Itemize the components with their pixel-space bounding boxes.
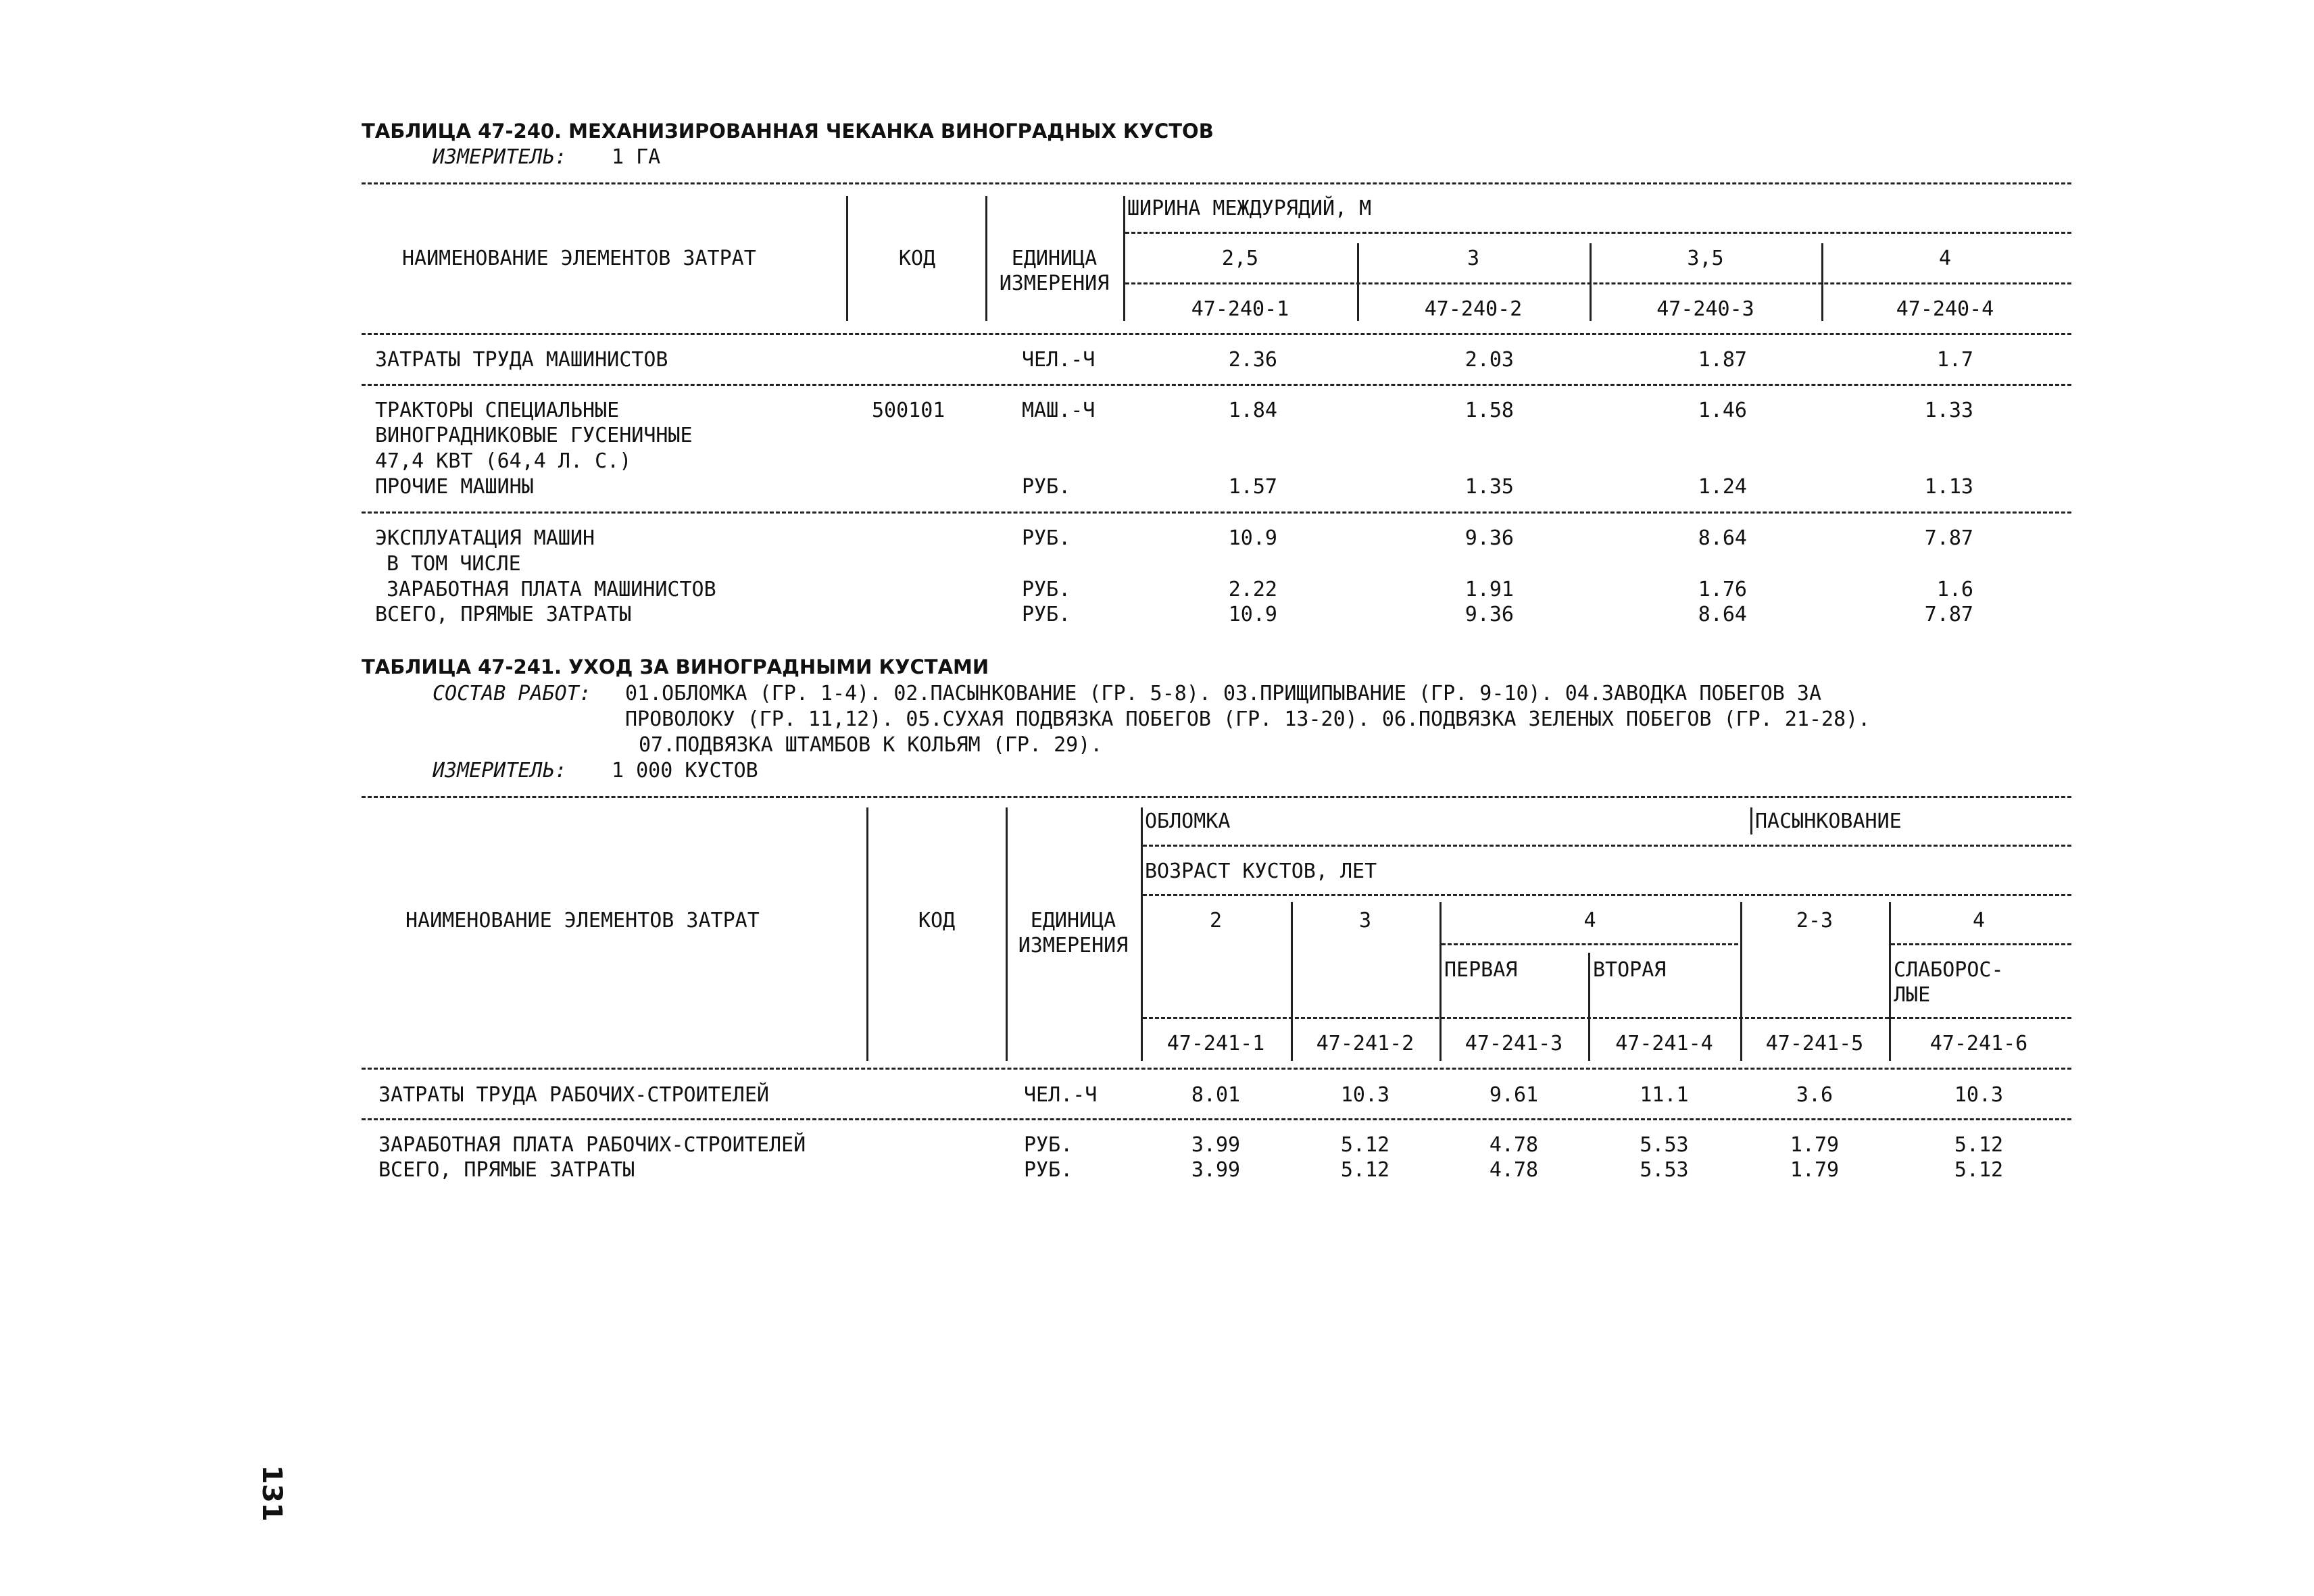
table-240-row-rule: [362, 384, 2071, 386]
table-240-unit-header: ИЗМЕРЕНИЯ: [999, 272, 1110, 295]
table-241-col-code: 47-241-6: [1929, 1032, 2028, 1055]
table-row-value: 1.79: [1790, 1158, 1840, 1182]
table-row-value: 10.9: [1228, 526, 1277, 550]
table-row-value: 1.46: [1698, 399, 1747, 422]
table-241-age-value: 2: [1209, 909, 1223, 932]
table-row-unit: РУБ.: [1022, 603, 1071, 626]
table-240-col-code: 47-240-1: [1191, 297, 1289, 321]
table-240-col-code: 47-240-2: [1424, 297, 1523, 321]
table-241-age-value: 4: [1972, 909, 1986, 932]
table-row-name: ЗАРАБОТНАЯ ПЛАТА МАШИНИСТОВ: [387, 578, 716, 601]
table-241-sub-header: СЛАБОРОС-: [1894, 958, 2004, 982]
table-240-row-rule: [362, 512, 2071, 514]
table-240-group-header: ШИРИНА МЕЖДУРЯДИЙ, М: [1127, 197, 1372, 220]
table-241-col-divider: [866, 807, 868, 1061]
table-241-code-header: КОД: [918, 909, 956, 932]
table-row-value: 5.12: [1340, 1133, 1390, 1157]
table-row-value: 7.87: [1924, 526, 1973, 550]
table-row-value: 8.64: [1698, 526, 1747, 550]
table-240-title: ТАБЛИЦА 47-240. МЕХАНИЗИРОВАННАЯ ЧЕКАНКА ВИНОГРАДНЫХ КУСТОВ: [362, 120, 1214, 143]
table-row-value: 1.7: [1936, 348, 1973, 372]
table-row-name: ЗАРАБОТНАЯ ПЛАТА РАБОЧИХ-СТРОИТЕЛЕЙ: [378, 1133, 806, 1157]
table-row-value: 10.9: [1228, 603, 1277, 626]
table-row-value: 5.12: [1954, 1133, 2004, 1157]
table-241-composition-line: 01.ОБЛОМКА (ГР. 1-4). 02.ПАСЫНКОВАНИЕ (ГР. 5-8). 03.ПРИЩИПЫВАНИЕ (ГР. 9-10). 04.ЗАВОДКА ПОБЕГОВ ЗА: [625, 682, 1822, 705]
page-number: 131: [255, 1465, 287, 1522]
table-241-age-value: 4: [1583, 909, 1596, 932]
table-241-group-header: ОБЛОМКА: [1145, 809, 1231, 833]
table-241-name-header: НАИМЕНОВАНИЕ ЭЛЕМЕНТОВ ЗАТРАТ: [405, 909, 760, 932]
table-240-meter-label: ИЗМЕРИТЕЛЬ:: [433, 145, 567, 169]
table-row-value: 1.33: [1924, 399, 1973, 422]
table-row-value: 8.01: [1191, 1083, 1241, 1107]
table-241-header-rule: [1442, 943, 1738, 945]
table-row-value: 1.87: [1698, 348, 1747, 372]
table-row-value: 5.53: [1640, 1158, 1689, 1182]
table-240-col-code: 47-240-4: [1896, 297, 1994, 321]
table-240-header-bottom-rule: [362, 333, 2071, 335]
table-row-value: 5.53: [1640, 1133, 1689, 1157]
table-row-value: 2.03: [1464, 348, 1514, 372]
table-241-col-code: 47-241-4: [1615, 1032, 1713, 1055]
table-241-sub-header: ПЕРВАЯ: [1444, 958, 1518, 982]
table-240-col-code: 47-240-3: [1656, 297, 1754, 321]
table-row-value: 1.79: [1790, 1133, 1840, 1157]
table-row-name: ТРАКТОРЫ СПЕЦИАЛЬНЫЕ: [375, 399, 620, 422]
table-row-value: 10.3: [1954, 1083, 2004, 1107]
table-row-value: 2.22: [1228, 578, 1277, 601]
table-row-name: ВИНОГРАДНИКОВЫЕ ГУСЕНИЧНЫЕ: [375, 424, 693, 447]
table-241-composition-label: СОСТАВ РАБОТ:: [433, 682, 591, 705]
table-row-value: 4.78: [1489, 1133, 1539, 1157]
table-241-sub-header: ВТОРАЯ: [1593, 958, 1667, 982]
table-241-unit-header: ИЗМЕРЕНИЯ: [1018, 934, 1129, 957]
table-240-unit-header: ЕДИНИЦА: [1011, 247, 1098, 270]
table-row-value: 3.99: [1191, 1158, 1241, 1182]
table-240-width-header: 4: [1938, 247, 1952, 270]
table-241-header-bottom-rule: [362, 1068, 2071, 1070]
table-row-value: 11.1: [1640, 1083, 1689, 1107]
table-row-name: ПРОЧИЕ МАШИНЫ: [375, 475, 534, 499]
table-241-group-header: ПАСЫНКОВАНИЕ: [1755, 809, 1902, 833]
table-row-value: 1.13: [1924, 475, 1973, 499]
table-row-unit: РУБ.: [1024, 1158, 1073, 1182]
table-row-unit: РУБ.: [1022, 578, 1071, 601]
table-240-top-rule: [362, 182, 2071, 184]
table-241-col-code: 47-241-3: [1464, 1032, 1563, 1055]
table-row-name: 47,4 КВТ (64,4 Л. С.): [375, 449, 632, 473]
table-row-value: 1.35: [1464, 475, 1514, 499]
table-241-col-divider: [1006, 807, 1008, 1061]
table-row-name: ВСЕГО, ПРЯМЫЕ ЗАТРАТЫ: [375, 603, 632, 626]
table-241-row-rule: [362, 1118, 2071, 1120]
table-241-age-value: 3: [1358, 909, 1372, 932]
table-row-value: 1.57: [1228, 475, 1277, 499]
table-row-value: 5.12: [1340, 1158, 1390, 1182]
table-241-title: ТАБЛИЦА 47-241. УХОД ЗА ВИНОГРАДНЫМИ КУСТАМИ: [362, 655, 989, 678]
table-row-unit: МАШ.-Ч: [1022, 399, 1096, 422]
table-240-code-header: КОД: [898, 247, 936, 270]
table-row-value: 1.6: [1936, 578, 1973, 601]
table-241-composition-line: 07.ПОДВЯЗКА ШТАМБОВ К КОЛЬЯМ (ГР. 29).: [639, 733, 1103, 757]
table-row-name: ЗАТРАТЫ ТРУДА РАБОЧИХ-СТРОИТЕЛЕЙ: [378, 1083, 769, 1107]
table-row-value: 3.99: [1191, 1133, 1241, 1157]
table-row-value: 9.61: [1489, 1083, 1539, 1107]
table-row-value: 1.24: [1698, 475, 1747, 499]
table-241-col-code: 47-241-2: [1316, 1032, 1414, 1055]
table-row-name: ВСЕГО, ПРЯМЫЕ ЗАТРАТЫ: [378, 1158, 635, 1182]
table-241-header-rule: [1143, 845, 2071, 847]
table-row-value: 4.78: [1489, 1158, 1539, 1182]
table-241-header-rule: [1143, 1017, 2071, 1019]
table-row-value: 1.84: [1228, 399, 1277, 422]
table-row-name: В ТОМ ЧИСЛЕ: [387, 552, 521, 576]
table-241-col-code: 47-241-5: [1765, 1032, 1864, 1055]
table-241-col-divider: [1750, 807, 1752, 834]
table-row-value: 1.58: [1464, 399, 1514, 422]
table-row-value: 5.12: [1954, 1158, 2004, 1182]
table-row-value: 1.76: [1698, 578, 1747, 601]
table-row-name: ЗАТРАТЫ ТРУДА МАШИНИСТОВ: [375, 348, 668, 372]
table-241-unit-header: ЕДИНИЦА: [1030, 909, 1116, 932]
table-row-value: 1.91: [1464, 578, 1514, 601]
table-240-width-header: 3: [1467, 247, 1480, 270]
table-row-code: 500101: [872, 399, 945, 422]
table-row-value: 9.36: [1464, 603, 1514, 626]
table-240-col-divider: [846, 196, 848, 321]
table-241-meter-value: 1 000 КУСТОВ: [612, 759, 758, 782]
table-241-sub-header: ЛЫЕ: [1894, 983, 1931, 1007]
table-241-age-header: ВОЗРАСТ КУСТОВ, ЛЕТ: [1145, 859, 1377, 883]
table-241-header-rule: [1143, 894, 2071, 896]
table-row-unit: ЧЕЛ.-Ч: [1024, 1083, 1098, 1107]
table-240-header-rule: [1125, 282, 2071, 284]
table-row-unit: ЧЕЛ.-Ч: [1022, 348, 1096, 372]
table-row-value: 10.3: [1340, 1083, 1390, 1107]
table-241-composition-line: ПРОВОЛОКУ (ГР. 11,12). 05.СУХАЯ ПОДВЯЗКА ПОБЕГОВ (ГР. 13-20). 06.ПОДВЯЗКА ЗЕЛЕНЫХ ПОБЕГОВ (ГР. 21-28).: [625, 707, 1871, 731]
table-240-header-rule: [1125, 232, 2071, 234]
table-row-unit: РУБ.: [1022, 526, 1071, 550]
table-row-name: ЭКСПЛУАТАЦИЯ МАШИН: [375, 526, 595, 550]
table-row-value: 8.64: [1698, 603, 1747, 626]
table-row-unit: РУБ.: [1024, 1133, 1073, 1157]
table-240-width-header: 2,5: [1221, 247, 1259, 270]
table-row-value: 3.6: [1796, 1083, 1833, 1107]
table-240-col-divider: [985, 196, 987, 321]
table-240-width-header: 3,5: [1687, 247, 1724, 270]
table-row-unit: РУБ.: [1022, 475, 1071, 499]
table-row-value: 9.36: [1464, 526, 1514, 550]
table-row-value: 7.87: [1924, 603, 1973, 626]
table-240-meter-value: 1 ГА: [612, 145, 661, 169]
table-241-col-code: 47-241-1: [1166, 1032, 1265, 1055]
table-row-value: 2.36: [1228, 348, 1277, 372]
table-241-meter-label: ИЗМЕРИТЕЛЬ:: [433, 759, 567, 782]
table-241-header-rule: [1891, 943, 2071, 945]
table-241-age-value: 2-3: [1796, 909, 1833, 932]
table-240-name-header: НАИМЕНОВАНИЕ ЭЛЕМЕНТОВ ЗАТРАТ: [402, 247, 756, 270]
table-241-top-rule: [362, 796, 2071, 798]
